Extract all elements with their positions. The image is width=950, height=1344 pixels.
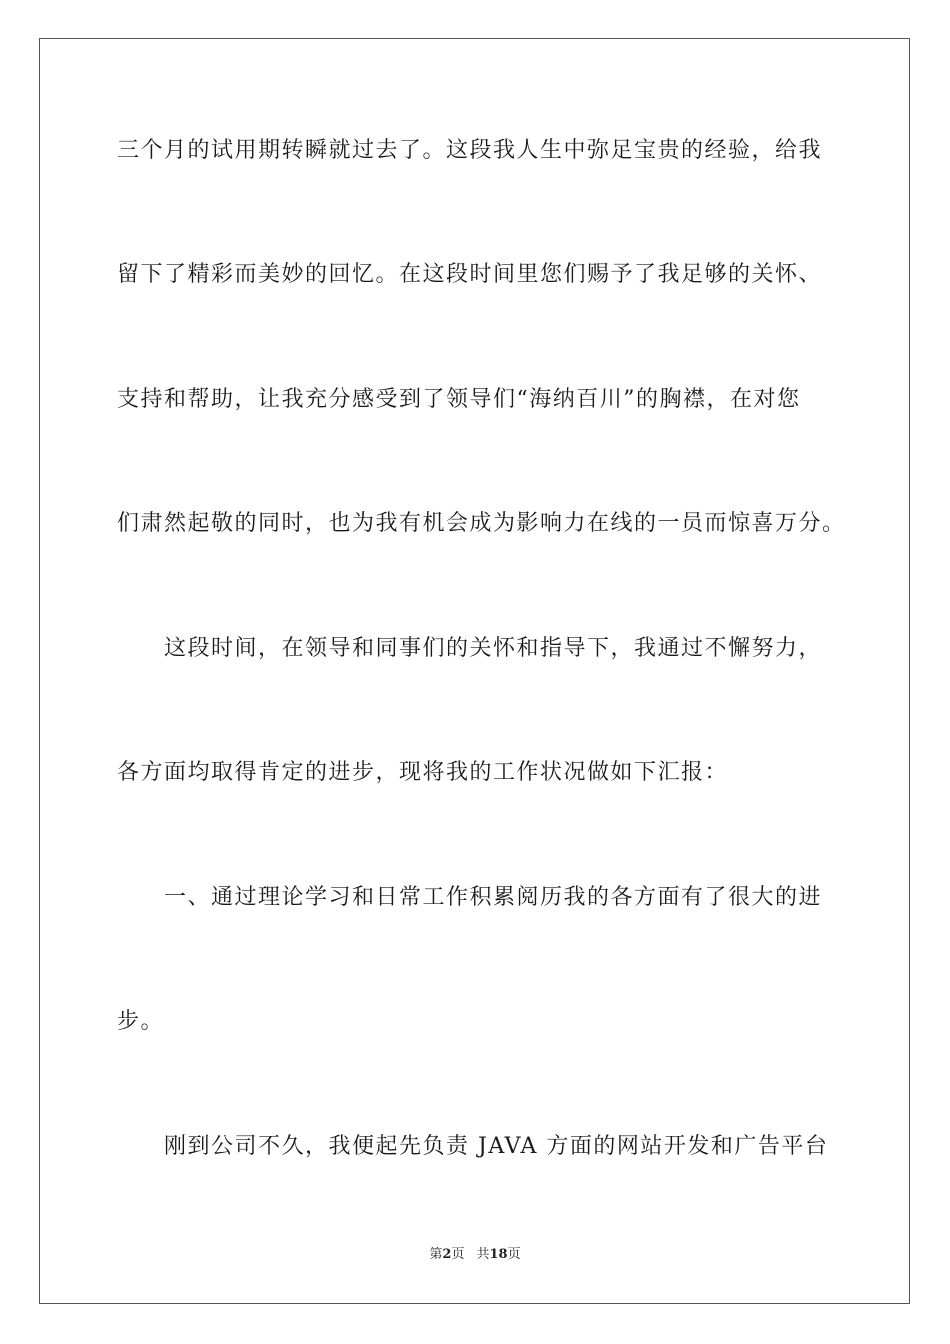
page-footer [0, 1246, 950, 1264]
text-line: 们肃然起敬的同时，也为我有机会成为影响力在线的一员而惊喜万分。 [117, 511, 846, 536]
text-line: 步。 [117, 1009, 165, 1034]
total-pages: 18 [489, 1247, 508, 1262]
page-border [39, 38, 910, 1304]
text-line: 三个月的试用期转瞬就过去了。这段我人生中弥足宝贵的经验，给我 [117, 138, 823, 163]
text-line: 各方面均取得肯定的进步，现将我的工作状况做如下汇报： [117, 760, 729, 785]
total-prefix: 共 [476, 1247, 490, 1262]
text-line: 一、通过理论学习和日常工作积累阅历我的各方面有了很大的进 [164, 885, 823, 910]
total-suffix: 页 [507, 1247, 521, 1262]
text-line: 支持和帮助，让我充分感受到了领导们“海纳百川”的胸襟，在对您 [117, 387, 801, 412]
text-line: 这段时间，在领导和同事们的关怀和指导下，我通过不懈努力， [164, 636, 823, 661]
text-line: 留下了精彩而美妙的回忆。在这段时间里您们赐予了我足够的关怀、 [117, 262, 823, 287]
page-prefix: 第 [429, 1247, 443, 1262]
page-number: 2 [442, 1247, 452, 1262]
page-suffix: 页 [451, 1247, 465, 1262]
text-line: 刚到公司不久，我便起先负责 JAVA 方面的网站开发和广告平台 [164, 1134, 829, 1159]
